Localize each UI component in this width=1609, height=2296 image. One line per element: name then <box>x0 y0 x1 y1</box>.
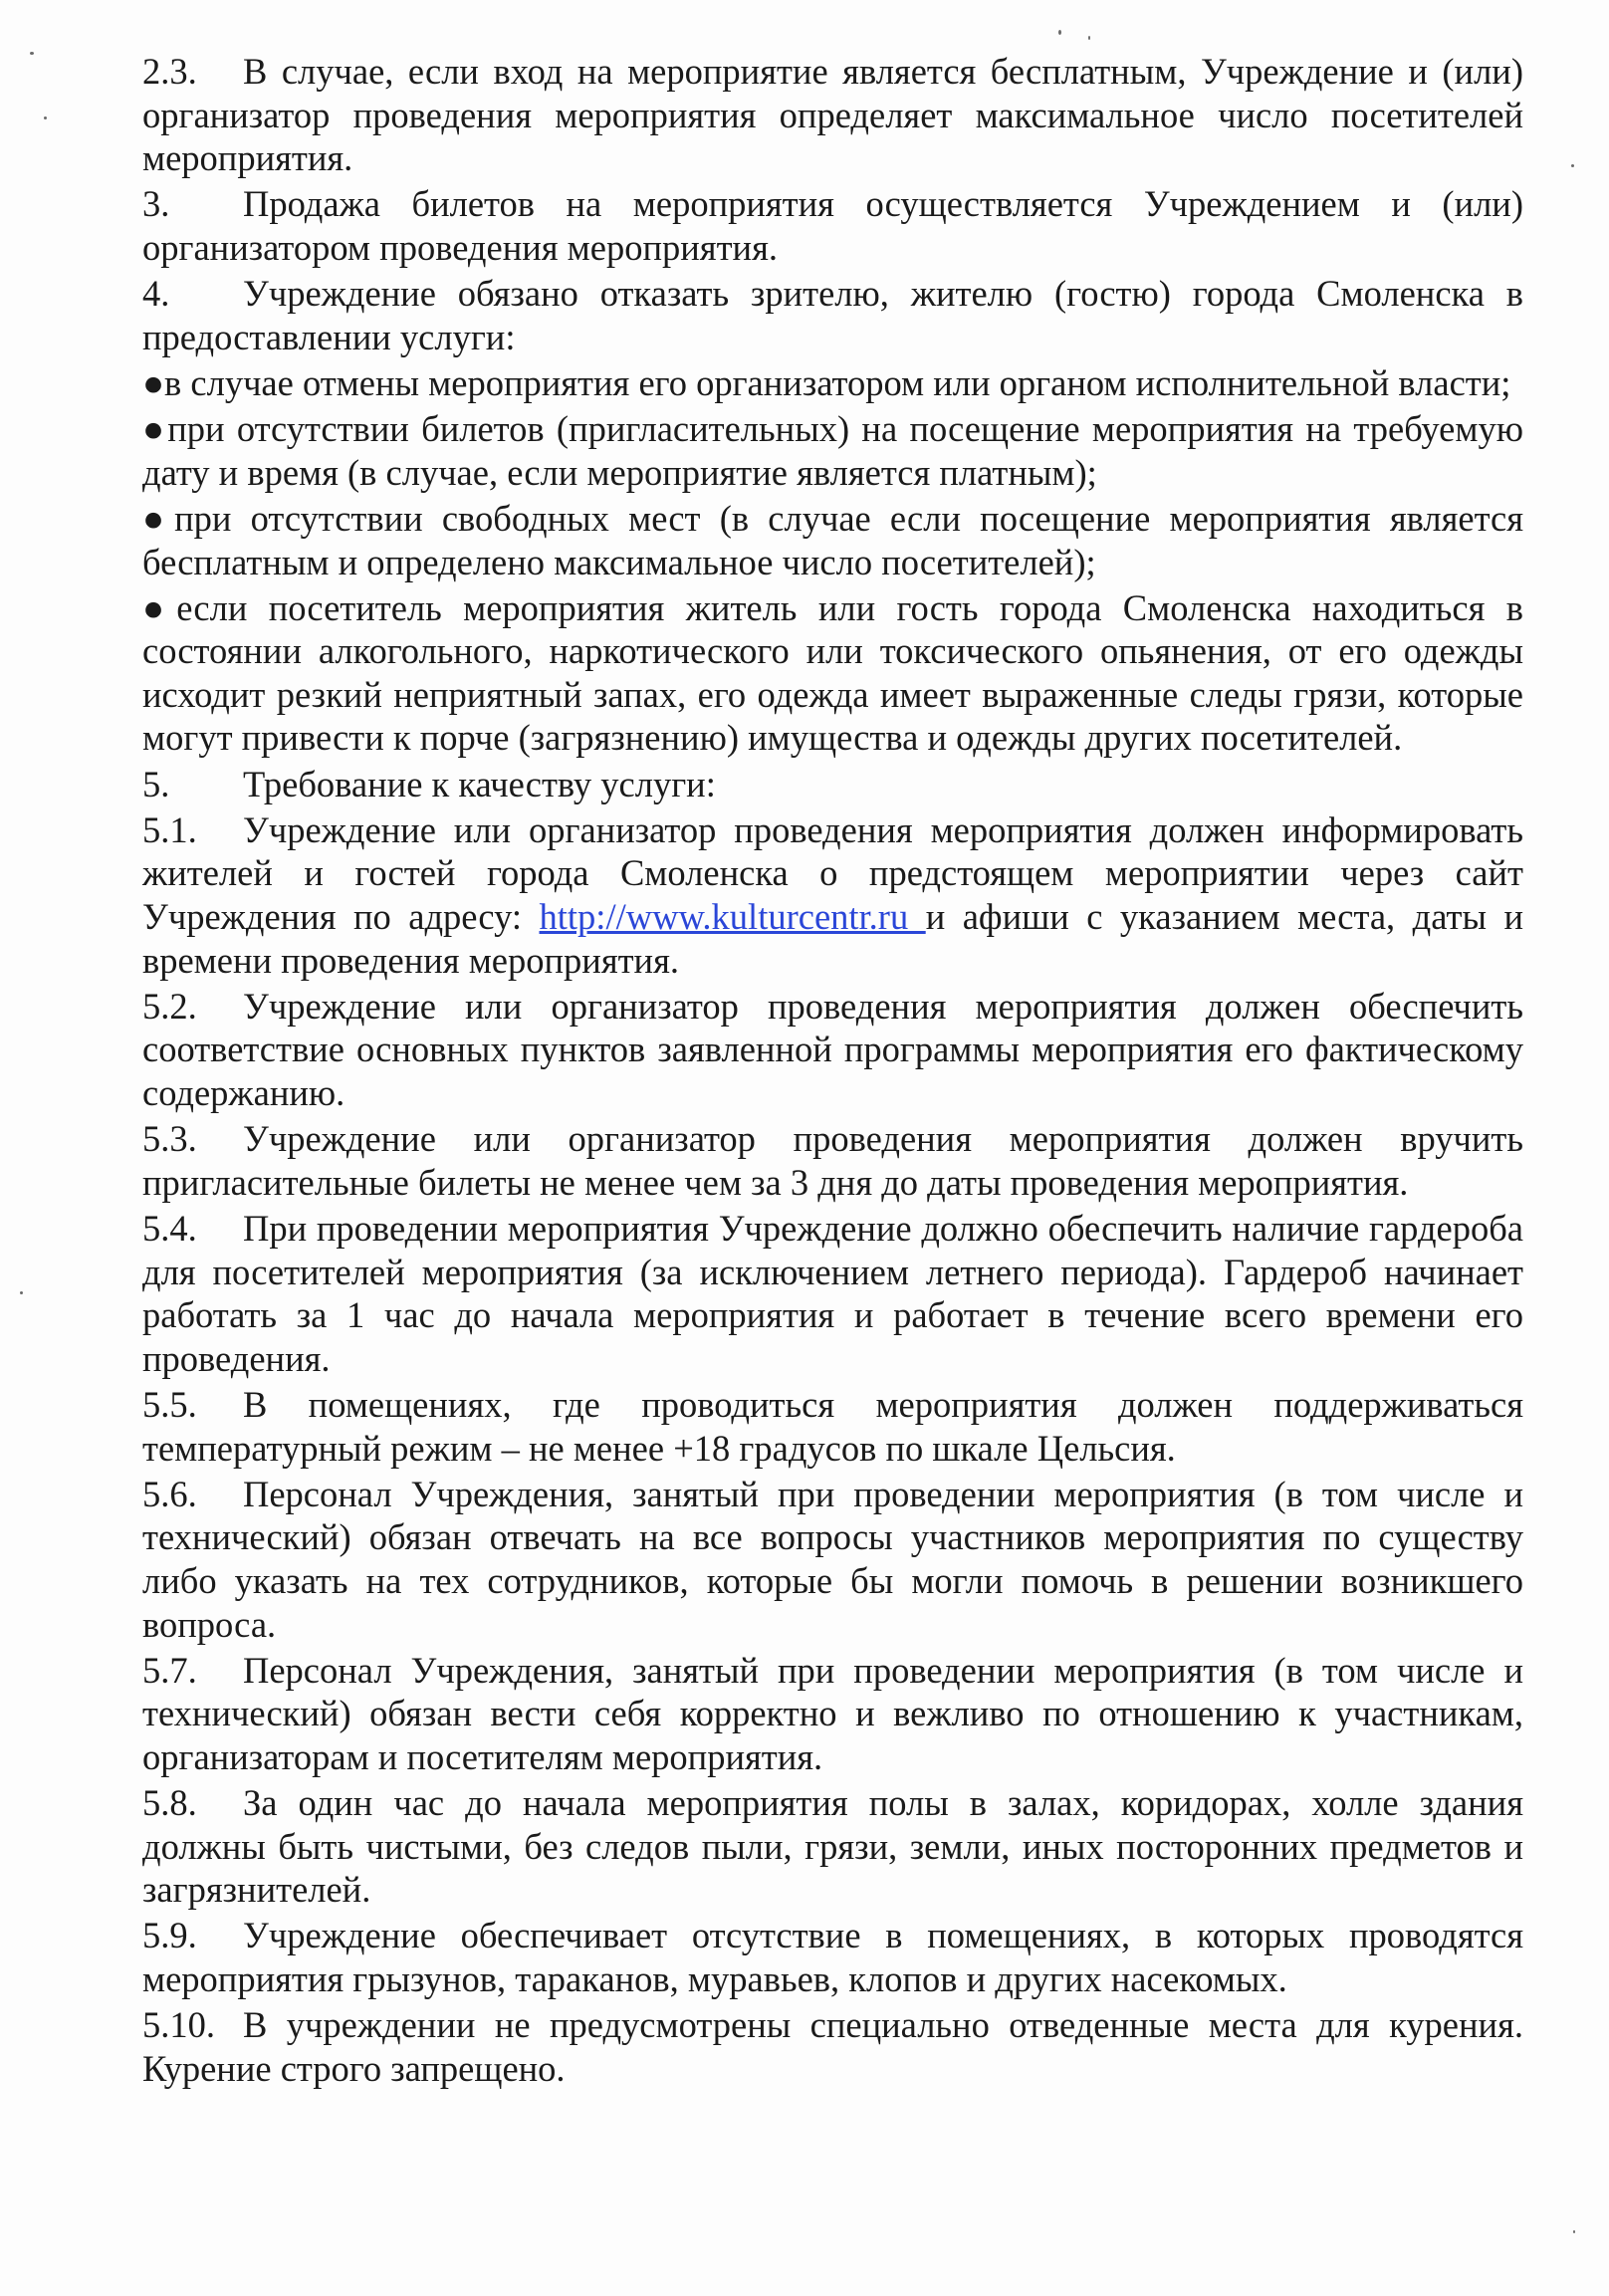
clause-5-5 <box>142 1383 1523 1470</box>
clause-5-4 <box>142 1207 1523 1380</box>
clause-number: 5.9. <box>142 1915 197 1956</box>
clause-3 <box>142 182 1523 269</box>
bullet-icon: ● <box>142 497 175 539</box>
clause-number: 5.2. <box>142 985 197 1027</box>
clause-4 <box>142 272 1523 358</box>
clause-2-3 <box>142 50 1523 180</box>
clause-5-3 <box>142 1117 1523 1204</box>
clause-number: 5.10. <box>142 2004 215 2046</box>
clause-text: Продажа билетов на мероприятия осуществляется Учреждением и (или) организатором проведения мероприятия. <box>142 183 1523 268</box>
clause-number: 5.7. <box>142 1649 197 1691</box>
clause-text: В помещениях, где проводиться мероприятия должен поддерживаться температурный режим – не менее +18 градусов по шкале Цельсия. <box>142 1383 1523 1469</box>
bullet-icon: ● <box>142 586 177 628</box>
bullet-item <box>142 361 1523 405</box>
clause-5 <box>142 763 1523 806</box>
clause-5-9 <box>142 1914 1523 2000</box>
bullet-item <box>142 586 1523 760</box>
clause-text: В случае, если вход на мероприятие является бесплатным, Учреждение и (или) организатор проведения мероприятия определяет максимальное число посетителей мероприятия. <box>142 51 1523 179</box>
bullet-text: при отсутствии билетов (пригласительных) на посещение мероприятия на требуемую дату и время (в случае, если мероприятие является платным); <box>142 408 1524 493</box>
clause-number: 5. <box>142 763 170 804</box>
clause-text: Требование к качеству услуги: <box>243 763 716 804</box>
clause-text: Персонал Учреждения, занятый при проведении мероприятия (в том числе и технический) обязан отвечать на все вопросы участников мероприятия по существу либо указать на тех сотрудников, которые бы могли помочь в решении возникшего вопроса. <box>142 1473 1523 1645</box>
clause-number: 5.3. <box>142 1118 197 1160</box>
clause-text: Учреждение или организатор проведения мероприятия должен обеспечить соответствие основных пунктов заявленной программы мероприятия его фактическому содержанию. <box>142 985 1523 1113</box>
clause-text: За один час до начала мероприятия полы в залах, коридорах, холле здания должны быть чистыми, без следов пыли, грязи, земли, иных посторонних предметов и загрязнителей. <box>142 1782 1523 1911</box>
clause-text: При проведении мероприятия Учреждение должно обеспечить наличие гардероба для посетителей мероприятия (за исключением летнего периода). Гардероб начинает работать за 1 час до начала мероприятия и работает в течение всего времени его проведения. <box>142 1207 1523 1379</box>
clause-text-continued: и афиши с указанием места, даты и времени проведения мероприятия. <box>142 896 1523 981</box>
clause-number: 5.6. <box>142 1473 197 1514</box>
bullet-item <box>142 497 1523 583</box>
clause-number: 4. <box>142 273 170 315</box>
bullet-text: в случае отмены мероприятия его организатором или органом исполнительной власти; <box>164 361 1511 403</box>
scan-speck <box>1088 36 1090 40</box>
scan-speck <box>1571 164 1574 167</box>
bullet-text: при отсутствии свободных мест (в случае если посещение мероприятия является бесплатным и определено максимальное число посетителей); <box>142 497 1524 582</box>
clause-text: Персонал Учреждения, занятый при проведении мероприятия (в том числе и технический) обязан вести себя корректно и вежливо по отношению к участникам, организаторам и посетителям мероприятия. <box>142 1649 1523 1777</box>
clause-text: Учреждение обеспечивает отсутствие в помещениях, в которых проводятся мероприятия грызунов, тараканов, муравьев, клопов и других насекомых. <box>142 1915 1523 2000</box>
scan-speck <box>44 116 47 119</box>
clause-5-1 <box>142 808 1523 982</box>
clause-number: 2.3. <box>142 51 197 92</box>
clause-5-2 <box>142 985 1523 1115</box>
bullet-item <box>142 407 1523 494</box>
bullet-icon: ● <box>142 361 165 403</box>
bullet-text: если посетитель мероприятия житель или гость города Смоленска находиться в состоянии алкогольного, наркотического или токсического опьянения, от его одежды исходит резкий неприятный запах, его одежда имеет выраженные следы грязи, которые могут привести к порче (загрязнению) имущества и одежды других посетителей. <box>142 586 1523 759</box>
clause-5-10 <box>142 2003 1523 2090</box>
scan-speck <box>1573 2230 1575 2233</box>
clause-5-6 <box>142 1473 1523 1646</box>
scan-speck <box>20 1291 23 1294</box>
clause-number: 3. <box>142 183 170 225</box>
document-body <box>142 50 1523 2093</box>
clause-text: В учреждении не предусмотрены специально отведенные места для курения. Курение строго запрещено. <box>142 2004 1523 2089</box>
clause-text: Учреждение обязано отказать зрителю, жителю (гостю) города Смоленска в предоставлении услуги: <box>142 273 1523 357</box>
bullet-icon: ● <box>142 408 168 450</box>
clause-number: 5.1. <box>142 808 197 850</box>
clause-5-7 <box>142 1649 1523 1779</box>
clause-text: Учреждение или организатор проведения мероприятия должен вручить пригласительные билеты не менее чем за 3 дня до даты проведения мероприятия. <box>142 1118 1523 1203</box>
clause-5-8 <box>142 1781 1523 1912</box>
clause-number: 5.8. <box>142 1782 197 1824</box>
scan-speck <box>1058 30 1061 35</box>
scan-speck <box>30 52 34 55</box>
clause-text: Учреждение или организатор проведения мероприятия должен информировать жителей и гостей города Смоленска о предстоящем мероприятии через сайт Учреждения по адресу: <box>142 808 1523 938</box>
clause-number: 5.5. <box>142 1383 197 1425</box>
website-link[interactable]: http://www.kulturcentr.ru <box>539 896 926 938</box>
clause-number: 5.4. <box>142 1207 197 1249</box>
